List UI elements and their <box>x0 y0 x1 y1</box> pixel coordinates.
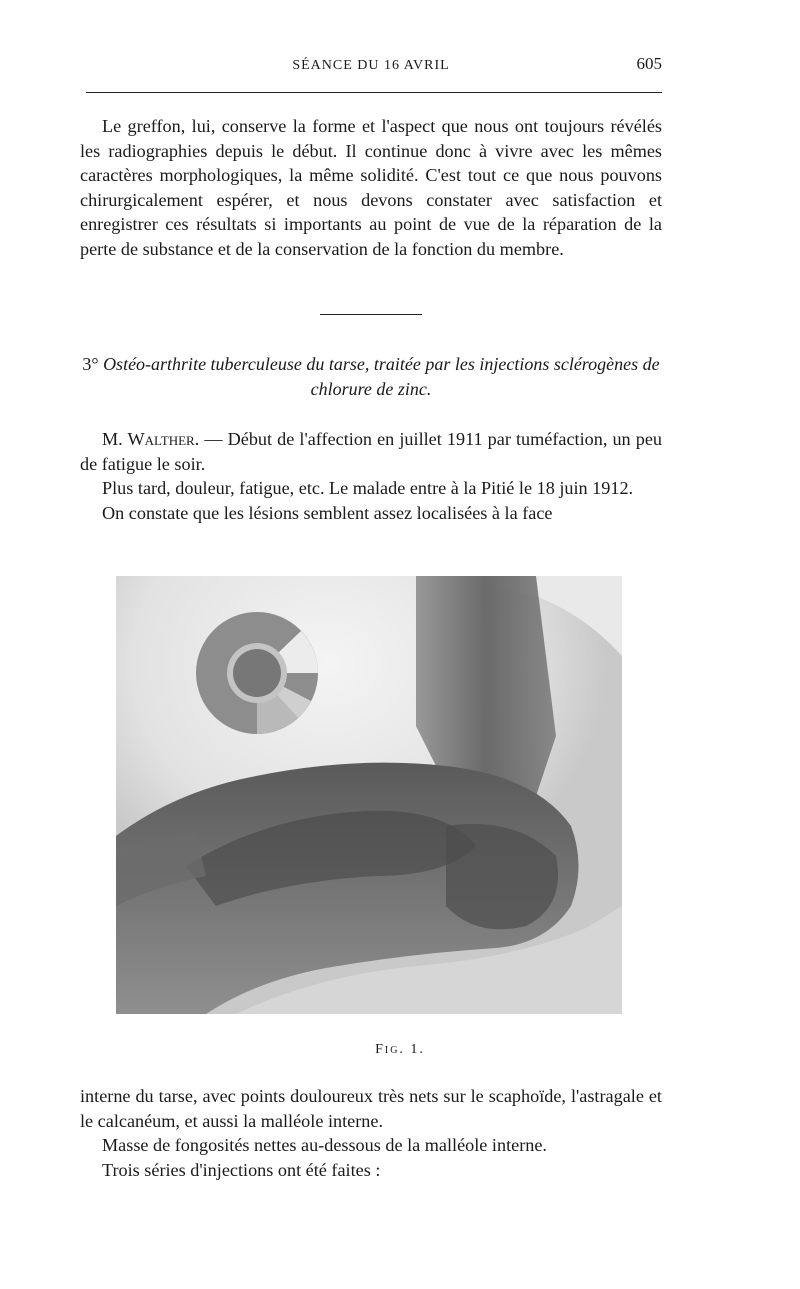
section-separator <box>320 314 422 315</box>
section-number: 3° <box>82 354 99 374</box>
paragraph-text: Début de l'affection en juillet 1911 par tuméfaction, un peu de fatigue le soir. <box>80 429 662 474</box>
paragraph: Plus tard, douleur, fatigue, etc. Le malade entre à la Pitié le 18 juin 1912. <box>102 478 634 498</box>
page-number: 605 <box>636 54 662 73</box>
lead-marker-disc <box>196 612 318 734</box>
closing-text <box>80 1084 662 1182</box>
paragraph: Le greffon, lui, conserve la forme et l'aspect que nous ont toujours révélés les radiographies depuis le début. Il continue donc à vivre avec les mêmes caractères morphologiques, la même solidité. C'est tout ce que nous pouvons chirurgicalement espérer, et nous devons constater avec satisfaction et enregistrer ces résultats si importants au point de vue de la réparation de la perte de substance et de la conservation de la fonction du membre. <box>80 116 662 259</box>
author-name: M. Walther. <box>102 429 200 449</box>
em-dash: — <box>199 429 228 449</box>
figure-caption: Fig. 1. <box>375 1042 425 1057</box>
paragraph: On constate que les lésions semblent assez localisées à la face <box>102 502 553 523</box>
intro-text <box>80 114 662 261</box>
paragraph: interne du tarse, avec points douloureux très nets sur le scaphoïde, l'astragale et le calcanéum, et aussi la malléole interne. <box>80 1086 662 1131</box>
paragraph: Trois séries d'injections ont été faites : <box>102 1159 381 1180</box>
section-heading: Ostéo-arthrite tuberculeuse du tarse, traitée par les injections sclérogènes de chlorure de zinc. <box>103 354 660 399</box>
header-rule <box>86 92 662 93</box>
case-text <box>80 427 662 525</box>
running-head: SÉANCE DU 16 AVRIL <box>292 58 450 73</box>
paragraph: Masse de fongosités nettes au-dessous de la malléole interne. <box>102 1135 547 1155</box>
page-header <box>80 52 662 78</box>
radiograph-figure <box>116 576 622 1014</box>
section-title <box>80 352 662 402</box>
foot-xray-image <box>116 576 622 1014</box>
paragraph <box>80 427 662 476</box>
